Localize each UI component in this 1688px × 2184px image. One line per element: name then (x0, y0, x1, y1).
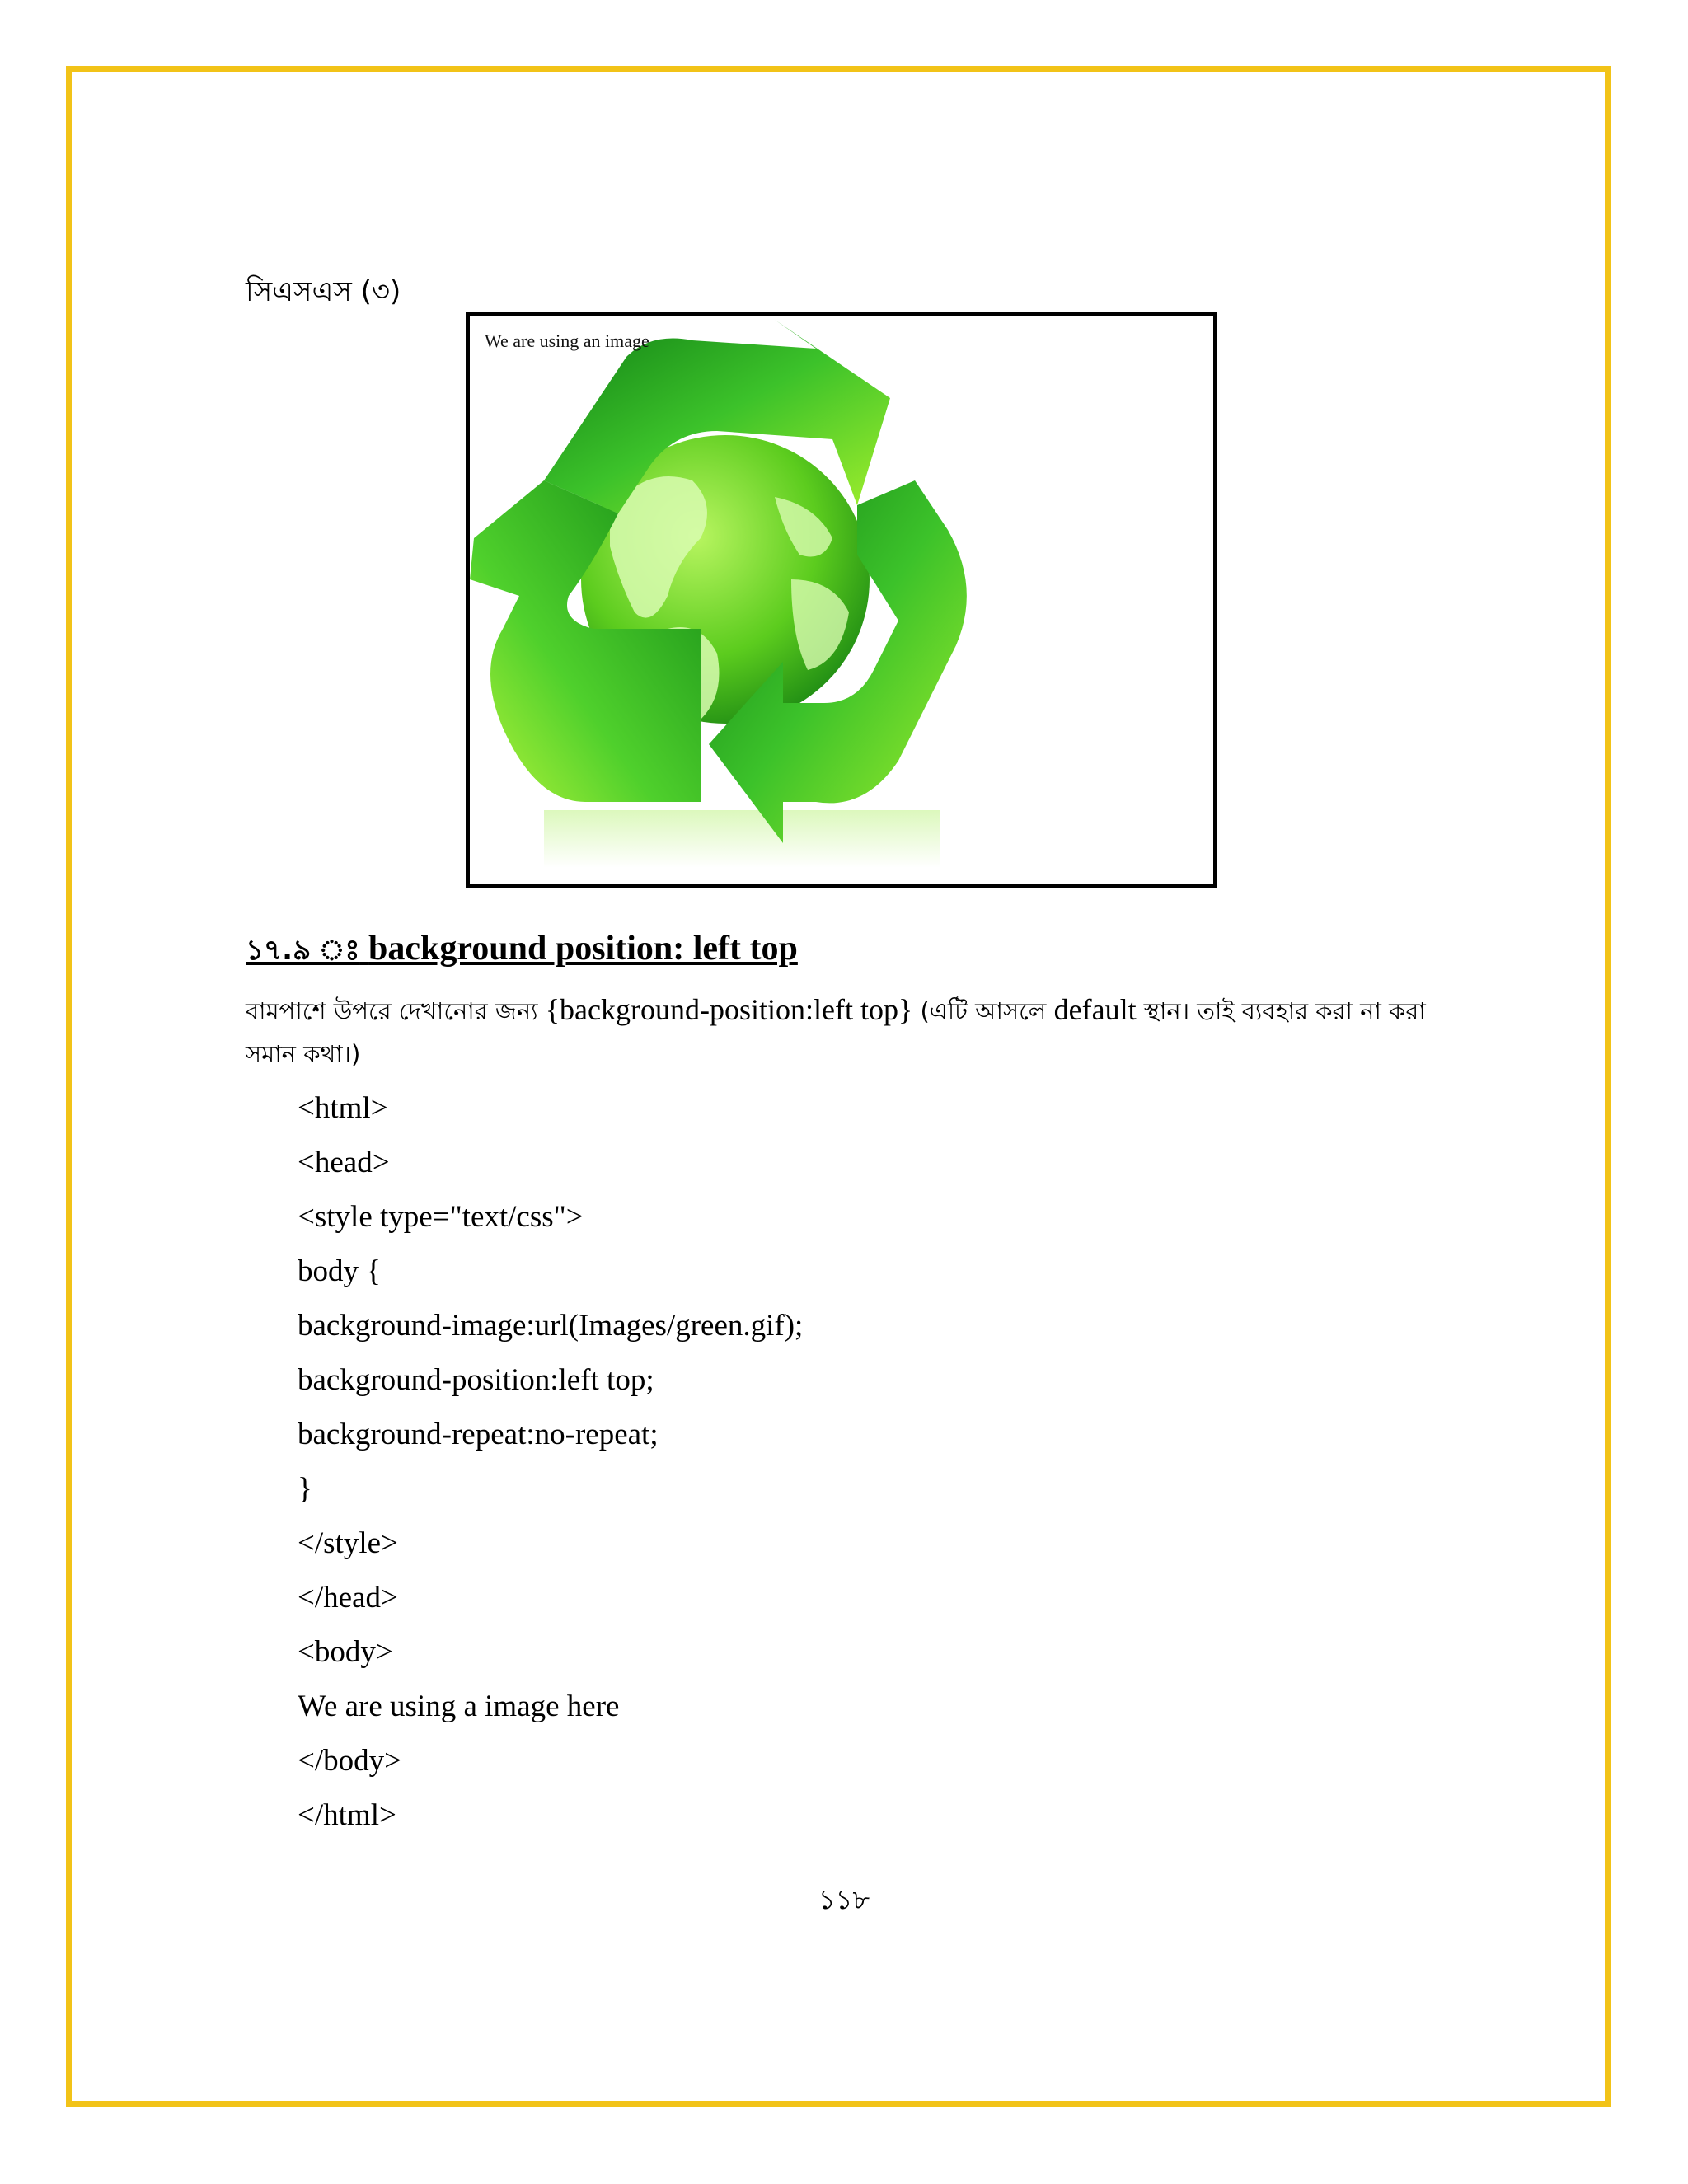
description-text: স্থান। তাই ব্যবহার করা না করা সমান কথা।) (246, 997, 1426, 1068)
description-default: default (1053, 993, 1137, 1026)
description-paragraph (246, 989, 1432, 1075)
code-line: <html> (298, 1091, 388, 1125)
heading-title: background position: left top (368, 930, 798, 968)
section-label: সিএসএস (৩) (246, 275, 401, 308)
code-line: <head> (298, 1146, 390, 1179)
description-code: {background-position:left top} (545, 993, 913, 1026)
code-line: </body> (298, 1744, 402, 1778)
reflection (544, 810, 940, 868)
code-line: </head> (298, 1581, 398, 1615)
code-line: </style> (298, 1526, 398, 1560)
code-line: background-repeat:no-repeat; (298, 1418, 659, 1451)
description-text: (এটি আসলে (912, 997, 1054, 1025)
page-number: ১১৮ (818, 1884, 870, 1915)
screenshot-caption: We are using an image (485, 330, 649, 351)
code-block (298, 1081, 803, 1843)
code-line: We are using a image here (298, 1690, 620, 1723)
description-text: বামপাশে উপরে দেখানোর জন্য (246, 997, 546, 1025)
code-line: </html> (298, 1798, 396, 1832)
heading-number: ১৭.৯ ঃ (246, 934, 360, 967)
code-line: body { (298, 1254, 382, 1288)
code-line: } (298, 1472, 312, 1506)
code-line: <body> (298, 1635, 393, 1669)
code-line: background-image:url(Images/green.gif); (298, 1309, 804, 1343)
code-line: <style type="text/css"> (298, 1200, 584, 1234)
code-line: background-position:left top; (298, 1363, 654, 1397)
recycle-globe-image (470, 316, 1213, 884)
section-heading (246, 929, 798, 976)
browser-output-screenshot (466, 312, 1217, 888)
